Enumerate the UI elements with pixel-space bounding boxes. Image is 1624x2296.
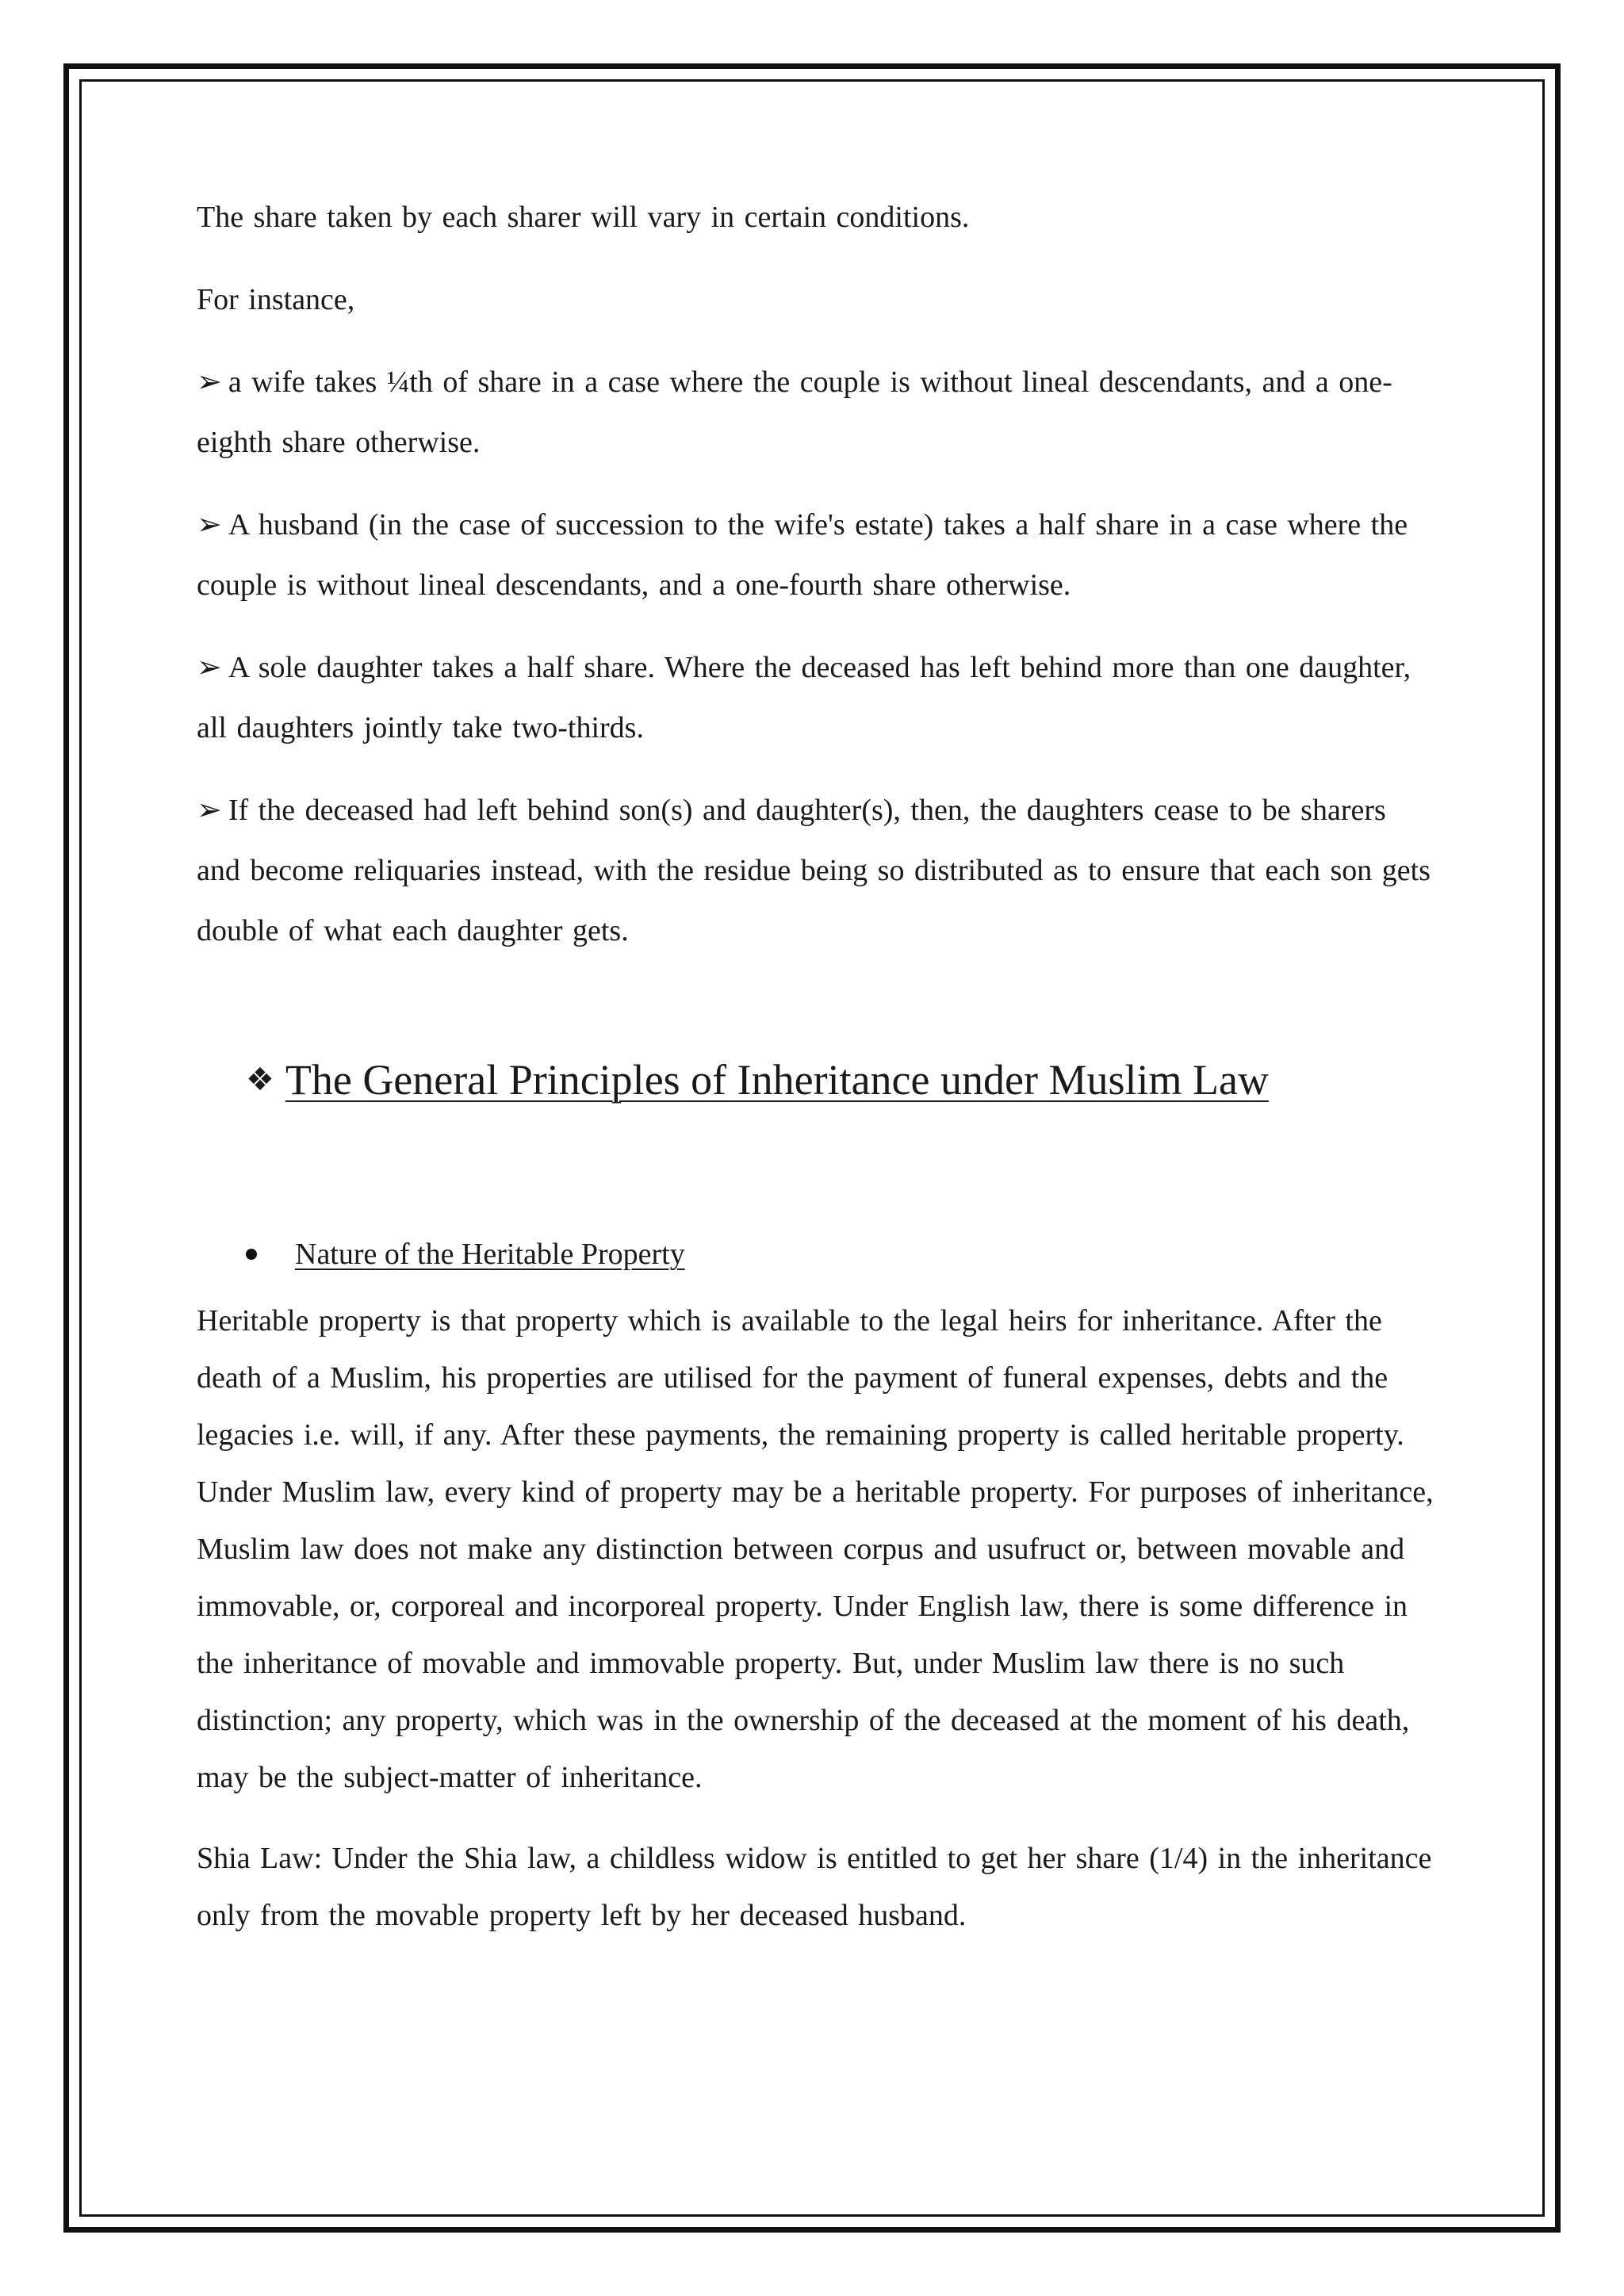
section-heading-text: The General Principles of Inheritance under Muslim Law — [285, 1056, 1269, 1104]
round-bullet-icon — [246, 1249, 257, 1260]
arrow-bullet-icon: ➢ — [197, 508, 222, 541]
paragraph-share-conditions: The share taken by each sharer will vary in certain conditions. — [197, 201, 970, 234]
arrow-bullet-icon: ➢ — [197, 365, 222, 399]
list-item-sons-daughters — [197, 780, 1434, 961]
subsection-heading — [246, 1230, 1434, 1278]
paragraph-for-instance: For instance, — [197, 283, 355, 316]
diamond-bullet-icon: ❖ — [246, 1062, 274, 1098]
paragraph-shia-law: Shia Law: Under the Shia law, a childless widow is entitled to get her share (1/4) in the inheritance only from the movable property left by her deceased husband. — [197, 1842, 1432, 1932]
list-item-husband-share — [197, 495, 1434, 615]
list-item-text: A sole daughter takes a half share. Where the deceased has left behind more than one daughter, all daughters jointly take two-thirds. — [197, 651, 1411, 744]
section-heading — [246, 1048, 1434, 1112]
document-content — [197, 187, 1434, 1968]
list-item-text: A husband (in the case of succession to the wife's estate) takes a half share in a case where the couple is without lineal descendants, and a one-fourth share otherwise. — [197, 508, 1408, 602]
list-item-text: If the deceased had left behind son(s) and daughter(s), then, the daughters cease to be sharers and become reliquaries instead, with the residue being so distributed as to ensure that each son gets double of what each daughter gets. — [197, 794, 1431, 947]
arrow-bullet-icon: ➢ — [197, 651, 222, 684]
list-item-text: a wife takes ¼th of share in a case where the couple is without lineal descendants, and a one-eighth share otherwise. — [197, 365, 1392, 459]
arrow-bullet-icon: ➢ — [197, 794, 222, 827]
subsection-heading-text: Nature of the Heritable Property — [295, 1238, 685, 1271]
list-item-daughter-share — [197, 637, 1434, 758]
paragraph-heritable-property: Heritable property is that property which is available to the legal heirs for inheritance. After the death of a Muslim, his properties are utilised for the payment of funeral expenses, debts and the legacies i.e. will, if any. After these payments, the remaining property is called heritable property. Under Muslim law, every kind of property may be a heritable property. For purposes of inheritance, Muslim law does not make any distinction between corpus and usufruct or, between movable and immovable, or, corporeal and incorporeal property. Under English law, there is some difference in the inheritance of movable and immovable property. But, under Muslim law there is no such distinction; any property, which was in the ownership of the deceased at the moment of his death, may be the subject-matter of inheritance. — [197, 1304, 1434, 1794]
list-item-wife-share — [197, 352, 1434, 473]
